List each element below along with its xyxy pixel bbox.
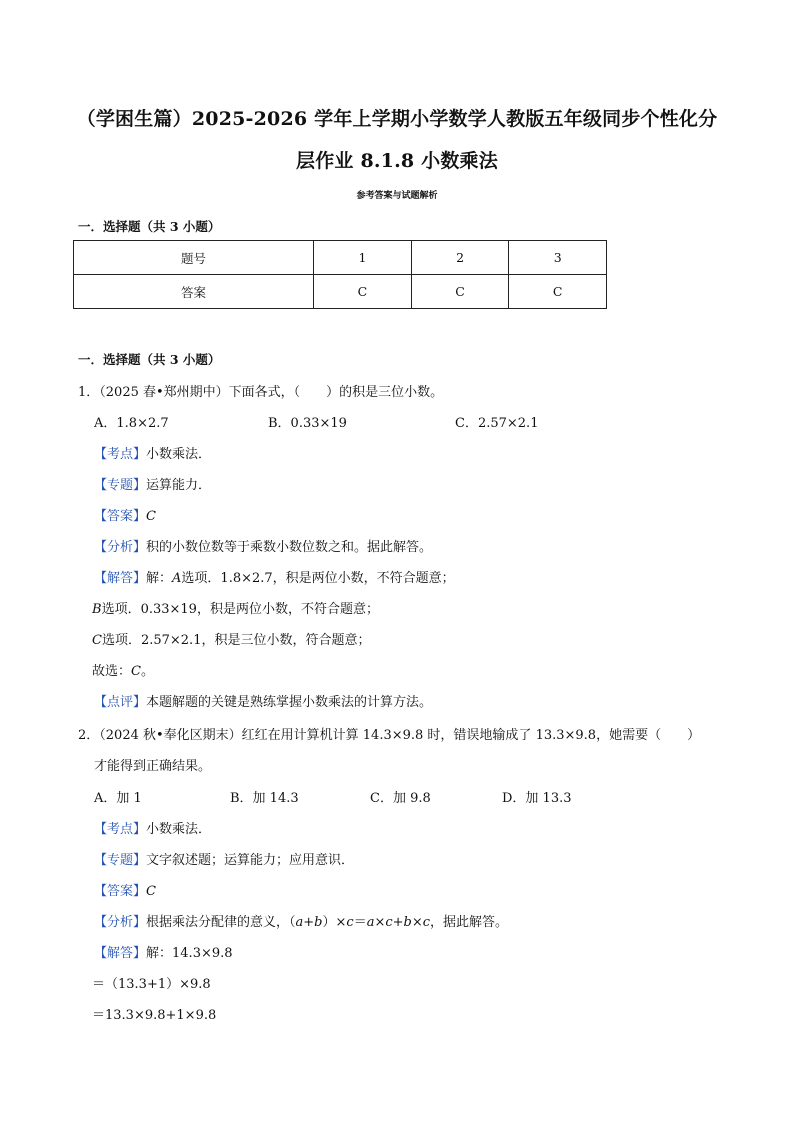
question-1-zhuanti <box>94 474 211 493</box>
table-cell: 1 <box>314 241 412 275</box>
document-title-line-2: 层作业 8.1.8 小数乘法 <box>296 150 498 172</box>
table-cell: 答案 <box>74 275 314 309</box>
zhuanti-text: 运算能力． <box>146 478 212 493</box>
document-title-line-1: （学困生篇）2025-2026 学年上学期小学数学人教版五年级同步个性化分 <box>76 108 718 130</box>
document-subtitle: 参考答案与试题解析 <box>356 191 438 201</box>
question-1-kaodian <box>94 443 211 462</box>
fenxi-text: 积的小数位数等于乘数小数位数之和。据此解答。 <box>146 540 433 555</box>
choice-letter: C <box>131 664 141 679</box>
dianping-text: 本题解题的关键是熟练掌握小数乘法的计算方法。 <box>146 695 433 710</box>
jieda-pre: 解： <box>146 571 173 586</box>
question-1-fenxi <box>94 536 432 555</box>
question-1-answer <box>94 505 156 524</box>
jieda-letter-a: A <box>172 571 182 586</box>
question-2-stem-line-1: 2．（2024 秋•奉化区期末）红红在用计算机计算 14.3×9.8 时，错误地输成了 13.3×9.8，她需要（ ） <box>78 728 701 743</box>
daan-tag: 【答案】 <box>94 509 147 524</box>
question-1-solution-line-2 <box>92 598 379 617</box>
fenxi-pre: 根据乘法分配律的意义，（ <box>146 915 296 930</box>
question-2-option-d: D．加 13.3 <box>502 791 572 806</box>
question-2-kaodian <box>94 818 211 837</box>
question-2-step-3: ＝13.3×9.8+1×9.8 <box>92 1008 217 1023</box>
question-2-option-c: C．加 9.8 <box>370 791 431 806</box>
question-1-jieda <box>94 567 455 586</box>
daan-text: C <box>146 884 156 899</box>
question-2-option-b: B．加 14.3 <box>230 791 299 806</box>
fenxi-tag: 【分析】 <box>94 915 147 930</box>
solution-text-c: 选项．2.57×2.1，积是三位小数，符合题意； <box>101 633 371 648</box>
table-row <box>74 275 607 309</box>
solution-text-b: 选项．0.33×19，积是两位小数，不符合题意； <box>101 602 379 617</box>
fenxi-tag: 【分析】 <box>94 540 147 555</box>
question-2-answer <box>94 880 156 899</box>
question-1-option-b: B．0.33×19 <box>268 416 347 431</box>
table-cell: 3 <box>509 241 607 275</box>
fenxi-rhs: a×c+b×c <box>366 915 431 930</box>
kaodian-tag: 【考点】 <box>94 447 147 462</box>
fenxi-post: ，据此解答。 <box>430 915 509 930</box>
section-heading-questions: 一．选择题（共 3 小题） <box>78 352 221 367</box>
zhuanti-tag: 【专题】 <box>94 853 147 868</box>
dianping-tag: 【点评】 <box>94 695 147 710</box>
question-1-option-a: A．1.8×2.7 <box>94 416 169 431</box>
section-heading-answers: 一．选择题（共 3 小题） <box>78 219 221 234</box>
jieda-line-1: 选项．1.8×2.7，积是两位小数，不符合题意； <box>181 571 455 586</box>
jieda-line-1: 解：14.3×9.8 <box>146 946 233 961</box>
question-2-stem-line-2: 才能得到正确结果。 <box>94 759 212 774</box>
solution-letter-b: B <box>92 602 102 617</box>
question-2-jieda <box>94 942 233 961</box>
kaodian-text: 小数乘法． <box>146 447 212 462</box>
daan-tag: 【答案】 <box>94 884 147 899</box>
fenxi-c: c <box>346 915 354 930</box>
kaodian-text: 小数乘法． <box>146 822 212 837</box>
fenxi-mid: ）× <box>322 915 347 930</box>
question-1-stem: 1．（2025 春•郑州期中）下面各式，（ ）的积是三位小数。 <box>78 385 444 400</box>
question-2-option-a: A．加 1 <box>94 791 142 806</box>
question-1-solution-choice <box>92 660 154 679</box>
zhuanti-text: 文字叙述题；运算能力；应用意识． <box>146 853 355 868</box>
fenxi-eq: ＝ <box>353 915 367 930</box>
kaodian-tag: 【考点】 <box>94 822 147 837</box>
table-cell: C <box>509 275 607 309</box>
solution-letter-c: C <box>92 633 102 648</box>
question-2-zhuanti <box>94 849 354 868</box>
answer-table <box>73 240 607 309</box>
question-1-dianping <box>94 691 432 710</box>
choice-post: 。 <box>140 664 154 679</box>
table-row <box>74 241 607 275</box>
question-1-option-c: C．2.57×2.1 <box>455 416 539 431</box>
question-1-solution-line-3 <box>92 629 370 648</box>
zhuanti-tag: 【专题】 <box>94 478 147 493</box>
choice-pre: 故选： <box>92 664 132 679</box>
jieda-tag: 【解答】 <box>94 571 147 586</box>
daan-text: C <box>146 509 156 524</box>
question-2-fenxi <box>94 911 508 930</box>
fenxi-formula: a+b <box>295 915 323 930</box>
table-cell: 题号 <box>74 241 314 275</box>
table-cell: C <box>314 275 412 309</box>
table-cell: C <box>411 275 509 309</box>
question-2-step-2: ＝（13.3+1）×9.8 <box>92 977 211 992</box>
table-cell: 2 <box>411 241 509 275</box>
jieda-tag: 【解答】 <box>94 946 147 961</box>
